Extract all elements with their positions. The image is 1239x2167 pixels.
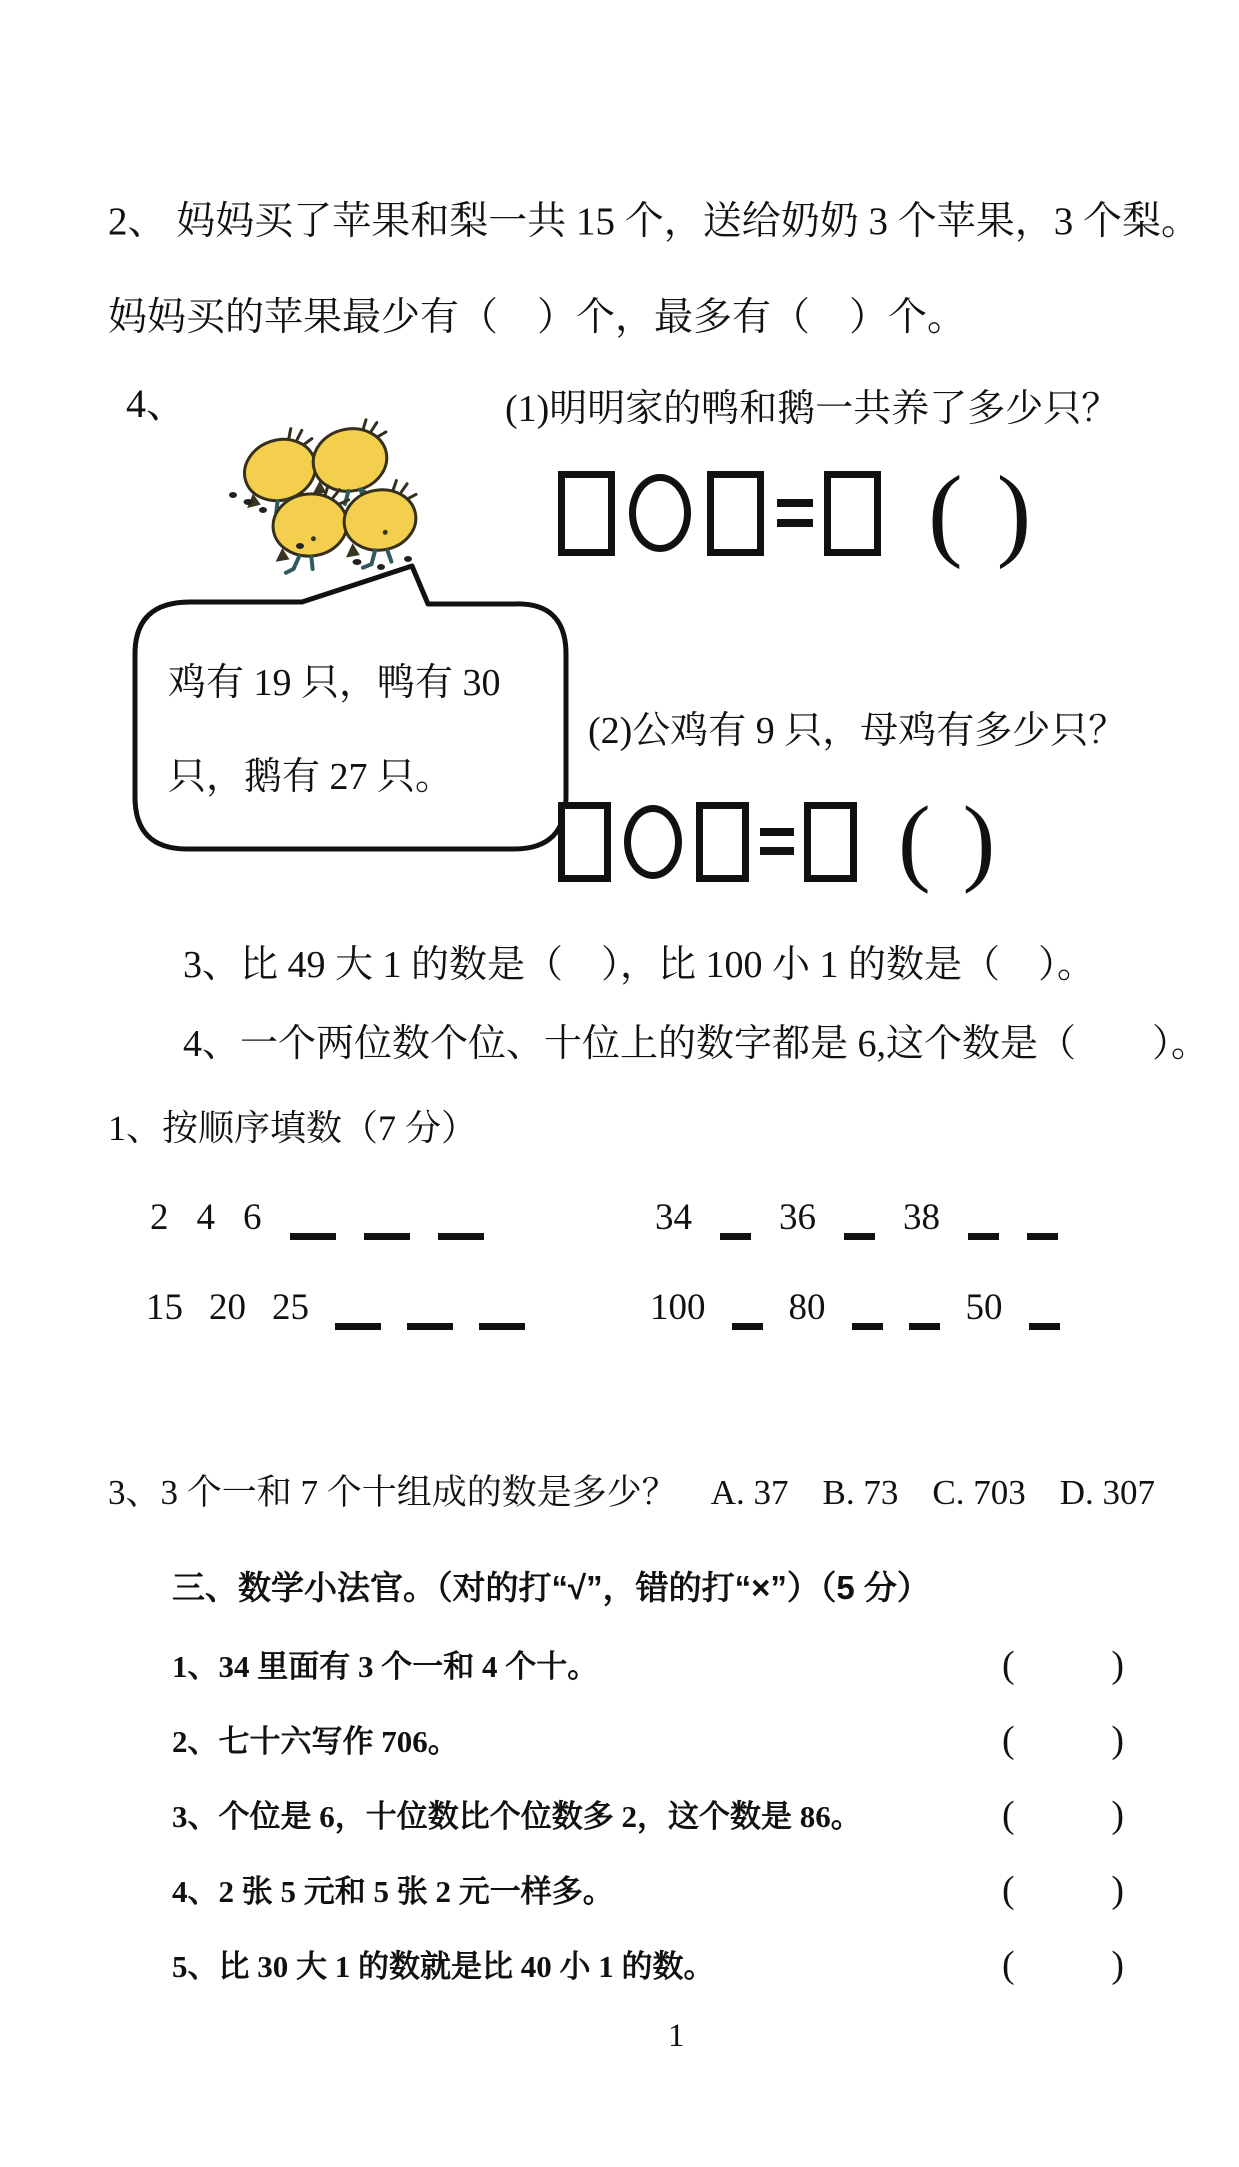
sequence-number: 6 <box>243 1197 262 1238</box>
judge-item-text: 4、2 张 5 元和 5 张 2 元一样多。 <box>172 1874 614 1909</box>
blank-line <box>290 1199 336 1240</box>
blank-line <box>732 1289 763 1330</box>
question-poultry-sub2: (2)公鸡有 9 只，母鸡有多少只？ <box>588 710 1127 752</box>
sequence-number: 50 <box>965 1287 1003 1328</box>
sequence-number: 25 <box>272 1287 309 1328</box>
judge-item-text: 2、七十六写作 706。 <box>172 1724 459 1759</box>
paren-close: ) <box>1111 1644 1124 1686</box>
sequence-number: 80 <box>788 1287 826 1328</box>
sequence-number: 2 <box>150 1197 169 1238</box>
paren-close: ) <box>1111 1794 1124 1836</box>
sequence-number: 4 <box>196 1197 215 1238</box>
sequence-number: 38 <box>903 1197 940 1238</box>
answer-square-icon <box>707 471 764 556</box>
operator-circle-icon <box>624 805 682 879</box>
choice-option-b: B. 73 <box>822 1473 899 1512</box>
choice-option-d: D. 307 <box>1059 1473 1156 1512</box>
judge-section-title: 三、数学小法官。（对的打“√”，错的打“×”）（5 分） <box>172 1569 930 1606</box>
operator-circle-icon <box>629 474 691 552</box>
equation-row-1 <box>558 455 1032 570</box>
speech-bubble <box>110 552 590 867</box>
judge-item-row <box>172 1866 1124 1911</box>
blank-line <box>1029 1289 1060 1330</box>
sequence-number: 20 <box>209 1287 246 1328</box>
blank-line <box>720 1199 751 1240</box>
answer-square-icon <box>696 802 749 882</box>
judge-item-row <box>172 1716 1124 1761</box>
speech-bubble-shape <box>135 566 566 849</box>
choice-question-text: 3、3 个一和 7 个十组成的数是多少？ <box>108 1473 677 1512</box>
paren-close: ) <box>1111 1869 1124 1911</box>
judge-item-row <box>172 1641 1124 1686</box>
blank-line <box>438 1199 484 1240</box>
blank-line <box>909 1289 940 1330</box>
paren-open: ( <box>1002 1869 1015 1911</box>
judge-item-text: 3、个位是 6，十位数比个位数多 2，这个数是 86。 <box>172 1799 862 1834</box>
sequence-number: 34 <box>655 1197 692 1238</box>
question-poultry-number: 4、 <box>126 381 186 426</box>
question-compare: 3、比 49 大 1 的数是（ ），比 100 小 1 的数是（ ）。 <box>183 944 1096 986</box>
bubble-text-line2: 只，鹅有 27 只。 <box>168 756 454 798</box>
equation-row-2 <box>558 787 996 895</box>
equals-icon <box>760 828 794 855</box>
paren-open: ( <box>1002 1794 1015 1836</box>
bubble-text-line1: 鸡有 19 只，鸭有 30 <box>168 662 501 704</box>
sequence-number: 100 <box>650 1287 706 1328</box>
answer-square-icon <box>558 471 615 556</box>
blank-line <box>968 1199 999 1240</box>
choice-option-a: A. 37 <box>710 1473 789 1512</box>
sequence-number: 15 <box>146 1287 183 1328</box>
question-poultry-sub1: (1)明明家的鸭和鹅一共养了多少只？ <box>505 388 1120 430</box>
blank-line <box>1027 1199 1058 1240</box>
paren-close: ) <box>996 455 1032 570</box>
blank-line <box>852 1289 883 1330</box>
answer-square-icon <box>804 802 857 882</box>
paren-close: ) <box>962 787 996 895</box>
answer-parentheses <box>1002 1796 1124 1834</box>
equals-icon <box>777 499 813 527</box>
blank-line <box>364 1199 410 1240</box>
answer-square-icon <box>824 471 881 556</box>
paren-open: ( <box>1002 1719 1015 1761</box>
judge-item-row <box>172 1941 1124 1986</box>
sequence-row2-right <box>650 1286 1060 1330</box>
judge-item-text: 5、比 30 大 1 的数就是比 40 小 1 的数。 <box>172 1949 715 1984</box>
fill-in-title: 1、按顺序填数（7 分） <box>108 1108 478 1148</box>
answer-parentheses <box>1002 1946 1124 1984</box>
question-two-digit: 4、一个两位数个位、十位上的数字都是 6,这个数是（ ）。 <box>183 1023 1210 1065</box>
question-apples-line1: 2、 妈妈买了苹果和梨一共 15 个，送给奶奶 3 个苹果，3 个梨。 <box>108 200 1201 243</box>
sequence-row2-left <box>146 1286 525 1330</box>
judge-item-text: 1、34 里面有 3 个一和 4 个十。 <box>172 1649 599 1684</box>
choice-option-c: C. 703 <box>932 1473 1026 1512</box>
paren-close: ) <box>1111 1944 1124 1986</box>
sequence-row1-left <box>150 1196 484 1240</box>
blank-line <box>479 1289 525 1330</box>
blank-line <box>844 1199 875 1240</box>
paren-open: ( <box>1002 1644 1015 1686</box>
unit-parentheses <box>898 787 996 895</box>
paren-open: ( <box>928 455 963 570</box>
blank-line <box>335 1289 381 1330</box>
judge-item-row <box>172 1791 1124 1836</box>
sequence-row1-right <box>655 1196 1058 1240</box>
paren-open: ( <box>1002 1944 1015 1986</box>
question-apples-line2: 妈妈买的苹果最少有（ ）个，最多有（ ）个。 <box>108 296 967 339</box>
multiple-choice-question <box>108 1465 1155 1515</box>
answer-parentheses <box>1002 1646 1124 1684</box>
paren-close: ) <box>1111 1719 1124 1761</box>
answer-square-icon <box>558 802 611 882</box>
unit-parentheses <box>928 455 1032 570</box>
paren-open: ( <box>898 787 931 895</box>
sequence-number: 36 <box>779 1197 816 1238</box>
answer-parentheses <box>1002 1721 1124 1759</box>
blank-line <box>407 1289 453 1330</box>
answer-parentheses <box>1002 1871 1124 1909</box>
page-number: 1 <box>668 2018 685 2054</box>
